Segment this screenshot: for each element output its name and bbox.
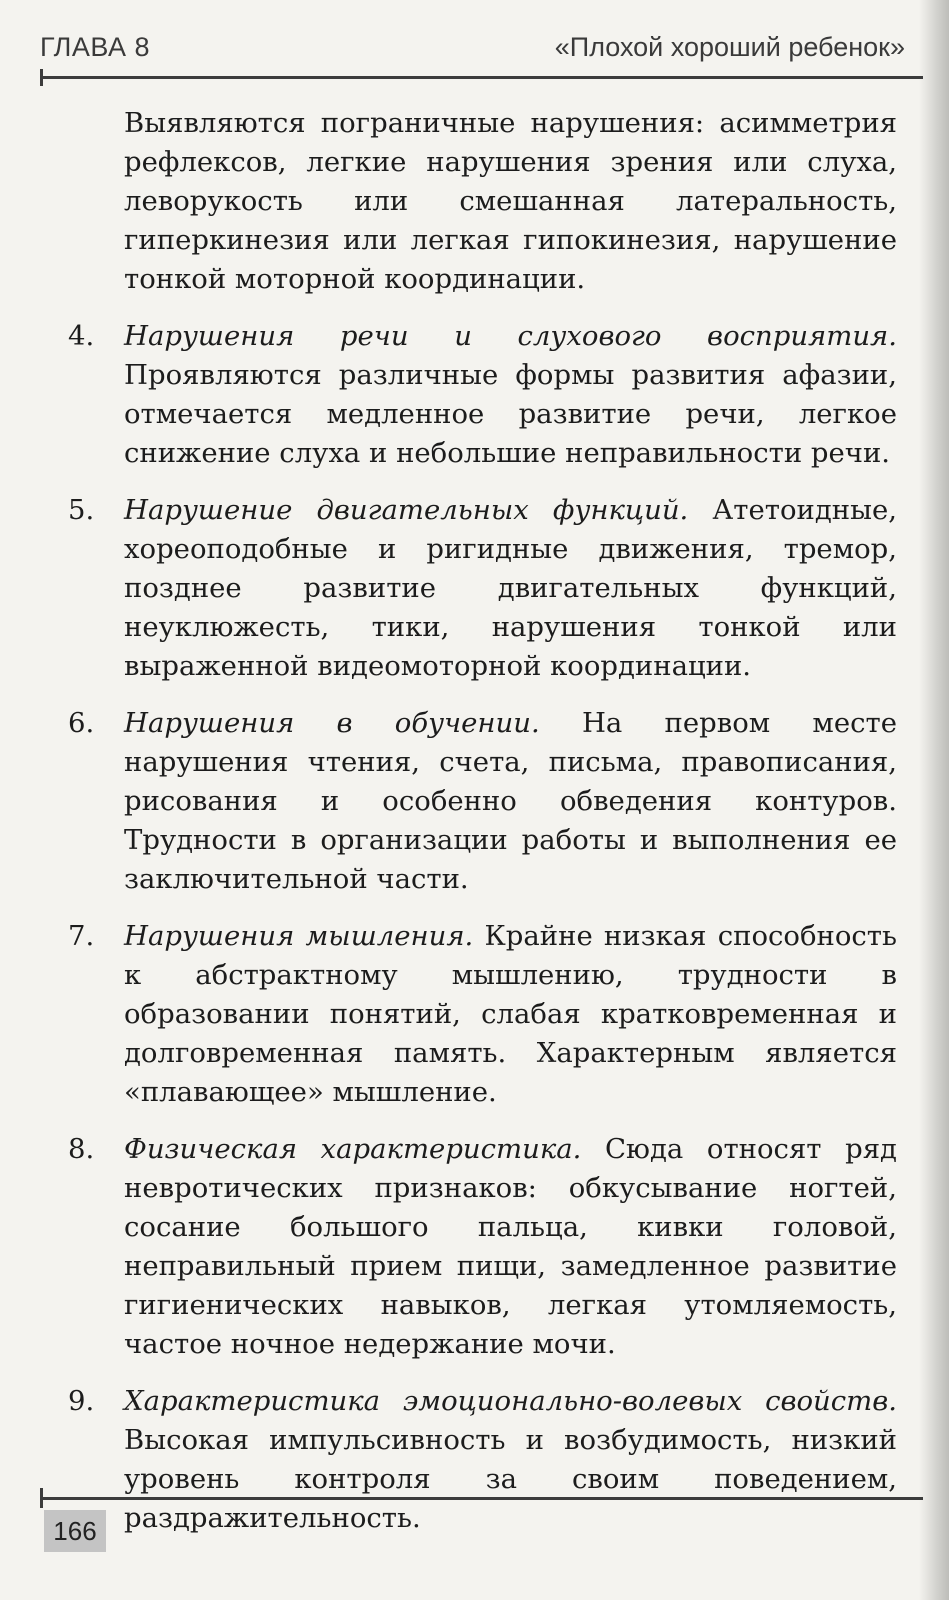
list-item xyxy=(40,491,897,686)
list-item xyxy=(40,1382,897,1538)
list-item xyxy=(40,704,897,899)
item-text: Атетоидные, хореоподобные и ригидные движения, тремор, позднее развитие двигательных функций, неуклюжесть, тики, нарушения тонкой или выраженной видеомоторной координации. xyxy=(124,494,897,682)
page-body xyxy=(40,104,897,1556)
item-number: 4. xyxy=(68,320,95,352)
item-text: Высокая импульсивность и возбудимость, низкий уровень контроля за своим поведением, раздражительность. xyxy=(124,1424,897,1534)
page-number-box xyxy=(44,1510,106,1552)
intro-paragraph: Выявляются пограничные нарушения: асимметрия рефлексов, легкие нарушения зрения или слуха, леворукость или смешанная латеральность, гиперкинезия или легкая гипокинезия, нарушение тонкой моторной координации. xyxy=(124,107,897,295)
list-item xyxy=(40,317,897,473)
item-title: Нарушения в обучении. xyxy=(124,707,582,739)
header-rule xyxy=(40,76,923,79)
running-header xyxy=(40,30,919,70)
item-title: Нарушения речи и слухового восприятия. xyxy=(124,320,897,352)
item-title: Нарушение двигательных функций. xyxy=(124,494,713,526)
item-text: Крайне низкая способность к абстрактному мышлению, трудности в образовании понятий, слабая кратковременная и долговременная память. Характерным является «плавающее» мышление. xyxy=(124,920,897,1108)
item-text: На первом месте нарушения чтения, счета, письма, правописания, рисования и особенно обведения контуров. Трудности в организации работы и выполнения ее заключительной части. xyxy=(124,707,897,895)
item-number: 9. xyxy=(68,1385,95,1417)
list-item xyxy=(40,917,897,1112)
item-number: 7. xyxy=(68,920,95,952)
page-number: 166 xyxy=(53,1516,97,1546)
item-title: Характеристика эмоционально-волевых свойств. xyxy=(124,1385,897,1417)
book-title: «Плохой хороший ребенок» xyxy=(554,32,905,62)
item-number: 6. xyxy=(68,707,95,739)
item-title: Физическая характеристика. xyxy=(124,1133,605,1165)
item-number: 8. xyxy=(68,1133,95,1165)
item-text: Сюда относят ряд невротических признаков: обкусывание ногтей, сосание большого пальца, кивки головой, неправильный прием пищи, замедленное развитие гигиенических навыков, легкая утомляемость, частое ночное недержание мочи. xyxy=(124,1133,897,1360)
footer-rule xyxy=(40,1497,923,1500)
item-title: Нарушения мышления. xyxy=(124,920,485,952)
list-item xyxy=(40,1130,897,1364)
item-number: 5. xyxy=(68,494,95,526)
item-text: Проявляются различные формы развития афазии, отмечается медленное развитие речи, легкое снижение слуха и небольшие неправильности речи. xyxy=(124,359,897,469)
page-edge-shadow xyxy=(919,0,949,1600)
chapter-label: ГЛАВА 8 xyxy=(40,32,150,62)
